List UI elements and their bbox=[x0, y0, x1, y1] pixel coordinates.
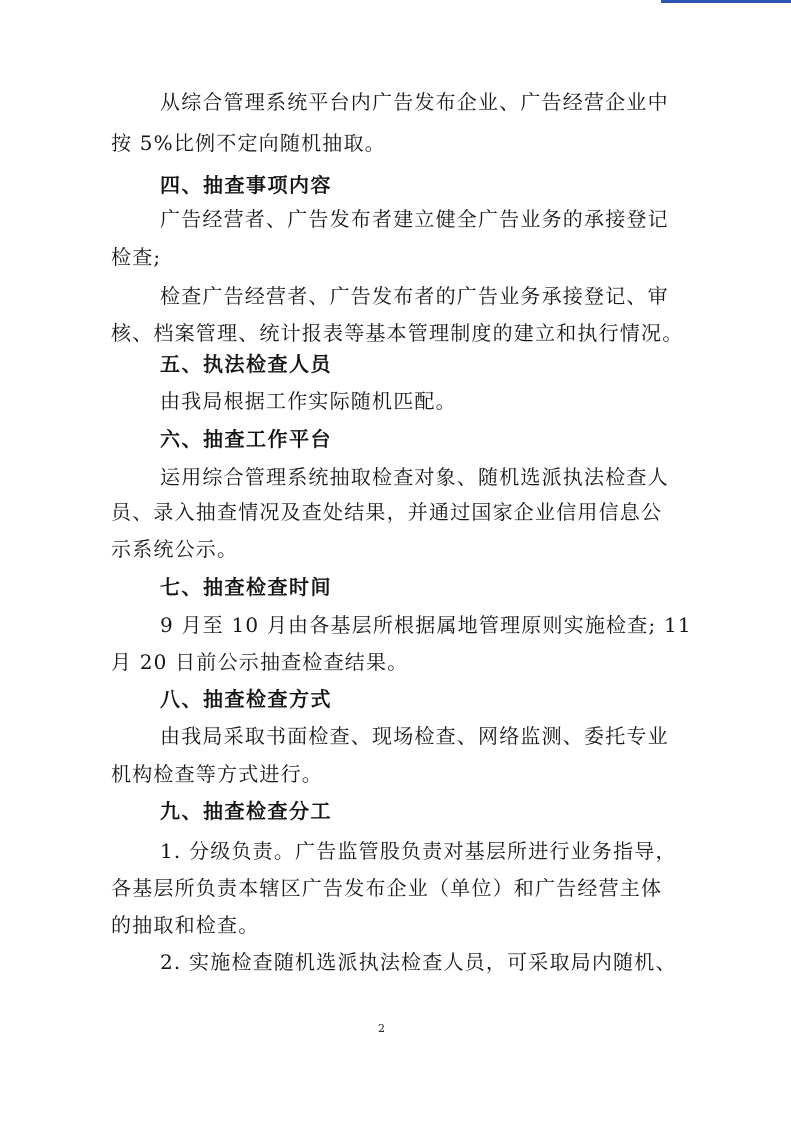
body-text-line: 各基层所负责本辖区广告发布企业（单位）和广告经营主体 bbox=[111, 876, 663, 900]
body-text-line: 由我局采取书面检查、现场检查、网络监测、委托专业 bbox=[160, 724, 669, 748]
section-heading-4: 四、抽查事项内容 bbox=[160, 173, 332, 197]
body-text-line: 2. 实施检查随机选派执法检查人员，可采取局内随机、 bbox=[160, 950, 677, 974]
body-text-line: 由我局根据工作实际随机匹配。 bbox=[160, 389, 457, 413]
body-text-line: 核、档案管理、统计报表等基本管理制度的建立和执行情况。 bbox=[111, 321, 684, 345]
section-heading-8: 八、抽查检查方式 bbox=[160, 687, 332, 711]
body-text-line: 月 20 日前公示抽查检查结果。 bbox=[111, 650, 409, 674]
section-heading-7: 七、抽查检查时间 bbox=[160, 575, 332, 599]
body-text-line: 1. 分级负责。广告监管股负责对基层所进行业务指导， bbox=[160, 839, 677, 863]
body-text-line: 检查广告经营者、广告发布者的广告业务承接登记、审 bbox=[160, 284, 669, 308]
body-text-line: 运用综合管理系统抽取检查对象、随机选派执法检查人 bbox=[160, 465, 669, 489]
body-text-line: 检查; bbox=[111, 245, 162, 269]
scan-edge-mark bbox=[661, 0, 791, 3]
section-heading-5: 五、执法检查人员 bbox=[160, 352, 332, 376]
section-heading-6: 六、抽查工作平台 bbox=[160, 427, 332, 451]
body-text-line: 广告经营者、广告发布者建立健全广告业务的承接登记 bbox=[160, 207, 669, 231]
body-text-line: 员、录入抽查情况及查处结果，并通过国家企业信用信息公 bbox=[111, 500, 663, 524]
body-text-line: 从综合管理系统平台内广告发布企业、广告经营企业中 bbox=[160, 90, 669, 114]
body-text-line: 机构检查等方式进行。 bbox=[111, 762, 323, 786]
body-text-line: 示系统公示。 bbox=[111, 537, 239, 561]
body-text-line: 的抽取和检查。 bbox=[111, 913, 260, 937]
body-text-line: 按 5%比例不定向随机抽取。 bbox=[111, 131, 386, 155]
page-number: 2 bbox=[378, 1022, 385, 1035]
body-text-line: 9 月至 10 月由各基层所根据属地管理原则实施检查; 11 bbox=[160, 613, 692, 637]
section-heading-9: 九、抽查检查分工 bbox=[160, 799, 332, 823]
